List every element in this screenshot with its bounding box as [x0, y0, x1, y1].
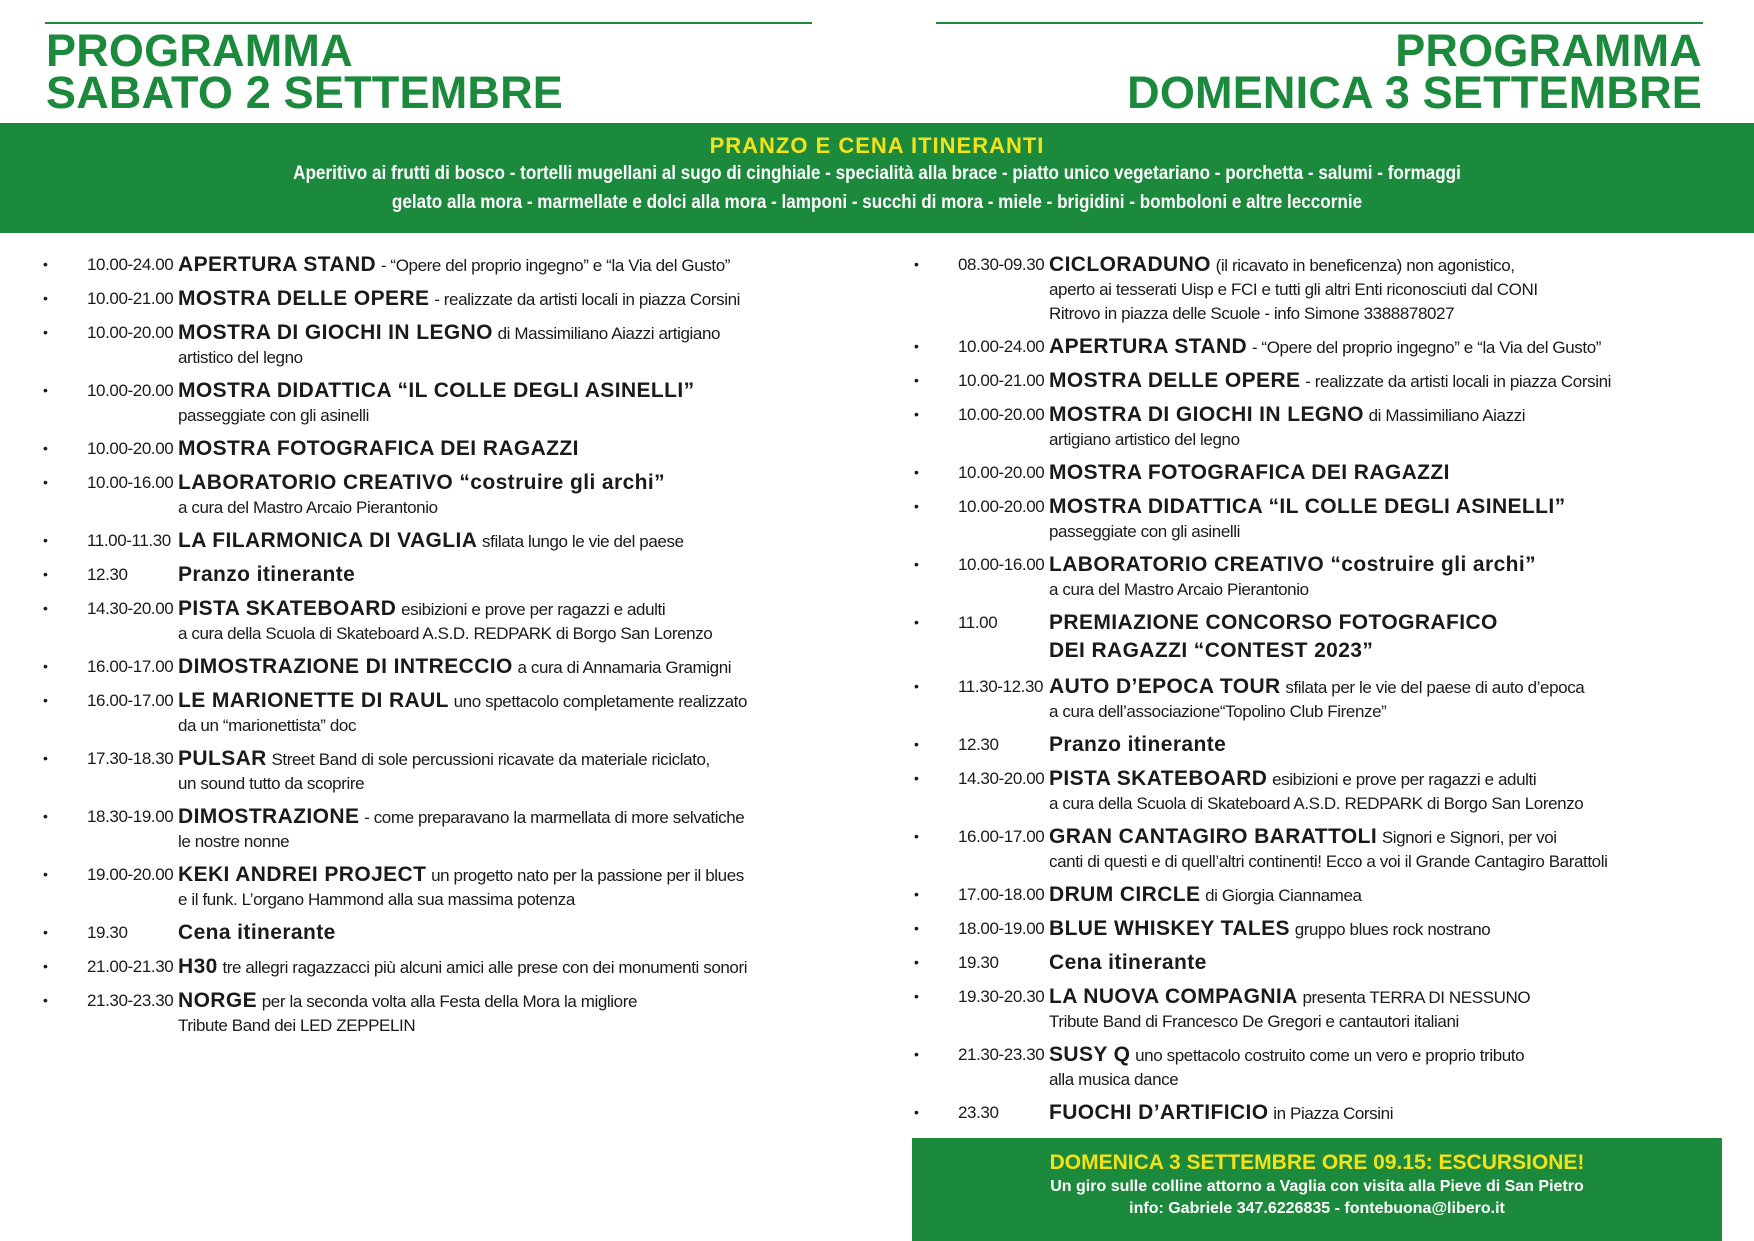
item-title: MOSTRA DELLE OPERE [178, 287, 430, 310]
item-title: LABORATORIO CREATIVO “costruire gli archi” [178, 471, 666, 494]
schedule-item [40, 688, 840, 738]
item-title: Cena itinerante [1049, 951, 1207, 974]
item-description: presenta TERRA DI NESSUNO [1302, 988, 1531, 1007]
item-description: - realizzate da artisti locali in piazza Corsini [1305, 372, 1612, 391]
bullet: • [43, 566, 48, 582]
food-banner-line1: Aperitivo ai frutti di bosco - tortelli mugellani al sugo di cinghiale - specialità alla brace - piatto unico vegetariano - porchetta - salumi - formaggi [293, 163, 1461, 184]
item-time: 14.30-20.00 [87, 599, 174, 618]
item-title: PREMIAZIONE CONCORSO FOTOGRAFICO [1049, 611, 1498, 634]
schedule-item [911, 950, 1721, 976]
item-time: 17.30-18.30 [87, 749, 174, 768]
schedule-item [40, 654, 840, 680]
excursion-info: info: Gabriele 347.6226835 - fontebuona@libero.it [1129, 1200, 1505, 1217]
schedule-item [40, 378, 840, 428]
bullet: • [914, 338, 919, 354]
schedule-item [40, 596, 840, 646]
schedule-item [911, 460, 1721, 486]
item-main-line [1049, 674, 1721, 700]
sunday-title-line1: PROGRAMMA [1395, 25, 1702, 76]
sunday-title [1127, 25, 1702, 118]
bullet: • [43, 324, 48, 340]
schedule-item [911, 916, 1721, 942]
item-time: 21.30-23.30 [958, 1045, 1045, 1064]
item-title: MOSTRA DI GIOCHI IN LEGNO [1049, 403, 1364, 426]
item-time: 23.30 [958, 1103, 999, 1122]
bullet: • [914, 828, 919, 844]
item-title: DIMOSTRAZIONE DI INTRECCIO [178, 655, 513, 678]
schedule-item [911, 252, 1721, 326]
item-main-line [178, 378, 840, 404]
item-main-line [1049, 402, 1721, 428]
item-time: 10.00-24.00 [87, 255, 174, 274]
item-detail: artistico del legno [178, 348, 303, 367]
item-time: 10.00-16.00 [958, 555, 1045, 574]
item-detail: alla musica dance [1049, 1070, 1179, 1089]
item-description: esibizioni e prove per ragazzi e adulti [401, 600, 666, 619]
divider-left [45, 22, 812, 24]
bullet: • [43, 658, 48, 674]
item-main-line [178, 596, 840, 622]
bullet: • [914, 1046, 919, 1062]
item-title: KEKI ANDREI PROJECT [178, 863, 427, 886]
item-main-line [1049, 494, 1721, 520]
item-detail: un sound tutto da scoprire [178, 774, 365, 793]
schedule-item [911, 610, 1721, 666]
item-main-line [178, 746, 840, 772]
item-main-line [178, 804, 840, 830]
bullet: • [914, 920, 919, 936]
item-detail: a cura del Mastro Arcaio Pierantonio [1049, 580, 1309, 599]
bullet: • [914, 736, 919, 752]
bullet: • [43, 600, 48, 616]
schedule-item [40, 470, 840, 520]
item-main-line [178, 286, 840, 312]
schedule-item [911, 552, 1721, 602]
bullet: • [914, 498, 919, 514]
item-time: 10.00-16.00 [87, 473, 174, 492]
excursion-title: DOMENICA 3 SETTEMBRE ORE 09.15: ESCURSIONE! [1049, 1151, 1585, 1174]
item-main-line [1049, 882, 1721, 908]
item-time: 18.00-19.00 [958, 919, 1045, 938]
bullet: • [43, 290, 48, 306]
schedule-item [40, 804, 840, 854]
schedule-item [911, 1100, 1721, 1126]
item-main-line [178, 562, 840, 588]
schedule-item [40, 436, 840, 462]
item-time: 19.30 [87, 923, 128, 942]
item-main-line [178, 528, 840, 554]
item-time: 14.30-20.00 [958, 769, 1045, 788]
item-title: PISTA SKATEBOARD [1049, 767, 1268, 790]
item-description: sfilata lungo le vie del paese [482, 532, 684, 551]
item-description: di Massimiliano Aiazzi artigiano [497, 324, 721, 343]
item-description: - realizzate da artisti locali in piazza Corsini [434, 290, 741, 309]
saturday-schedule [40, 252, 840, 1046]
item-description: - “Opere del proprio ingegno” e “la Via del Gusto” [380, 256, 731, 275]
item-time: 11.00 [958, 613, 998, 632]
item-title: DIMOSTRAZIONE [178, 805, 360, 828]
item-title: LA NUOVA COMPAGNIA [1049, 985, 1298, 1008]
bullet: • [914, 556, 919, 572]
item-time: 10.00-20.00 [958, 405, 1045, 424]
bullet: • [914, 988, 919, 1004]
sunday-schedule [911, 252, 1721, 1134]
schedule-item [911, 402, 1721, 452]
food-banner-title: PRANZO E CENA ITINERANTI [709, 133, 1045, 158]
bullet: • [914, 954, 919, 970]
item-time: 08.30-09.30 [958, 255, 1045, 274]
schedule-item [911, 368, 1721, 394]
item-detail: a cura della Scuola di Skateboard A.S.D. REDPARK di Borgo San Lorenzo [1049, 794, 1584, 813]
item-title: SUSY Q [1049, 1043, 1131, 1066]
item-time: 11.00-11.30 [87, 531, 171, 550]
item-main-line [178, 688, 840, 714]
item-main-line [1049, 334, 1721, 360]
item-description: un progetto nato per la passione per il blues [431, 866, 744, 885]
item-title: GRAN CANTAGIRO BARATTOLI [1049, 825, 1378, 848]
item-title: Pranzo itinerante [1049, 733, 1227, 756]
saturday-title-line2: SABATO 2 SETTEMBRE [46, 67, 563, 118]
item-description: Street Band di sole percussioni ricavate da materiale riciclato, [271, 750, 710, 769]
item-description: tre allegri ragazzacci più alcuni amici alle prese con dei monumenti sonori [222, 958, 748, 977]
item-time: 10.00-20.00 [958, 497, 1045, 516]
item-description: gruppo blues rock nostrano [1294, 920, 1491, 939]
divider-right [936, 22, 1703, 24]
bullet: • [914, 886, 919, 902]
item-description: per la seconda volta alla Festa della Mora la migliore [261, 992, 638, 1011]
bullet: • [914, 406, 919, 422]
item-time: 16.00-17.00 [958, 827, 1045, 846]
item-description: (il ricavato in beneficenza) non agonistico, [1215, 256, 1515, 275]
item-title: DRUM CIRCLE [1049, 883, 1201, 906]
item-time: 21.30-23.30 [87, 991, 174, 1010]
item-detail: da un “marionettista” doc [178, 716, 357, 735]
item-time: 19.30 [958, 953, 999, 972]
bullet: • [43, 532, 48, 548]
item-detail: le nostre nonne [178, 832, 290, 851]
item-main-line [1049, 824, 1721, 850]
schedule-item [911, 882, 1721, 908]
item-detail: Tribute Band di Francesco De Gregori e cantautori italiani [1049, 1012, 1459, 1031]
item-title: H30 [178, 955, 218, 978]
bullet: • [43, 474, 48, 490]
food-banner-line2: gelato alla mora - marmellate e dolci alla mora - lamponi - succhi di mora - miele - brigidini - bomboloni e altre leccornie [391, 192, 1363, 213]
item-title: FUOCHI D’ARTIFICIO [1049, 1101, 1269, 1124]
item-title-continued: DEI RAGAZZI “CONTEST 2023” [1049, 639, 1374, 662]
item-time: 10.00-20.00 [87, 323, 174, 342]
bullet: • [914, 614, 919, 630]
item-detail: passeggiate con gli asinelli [1049, 522, 1241, 541]
item-title: MOSTRA DELLE OPERE [1049, 369, 1301, 392]
item-time: 16.00-17.00 [87, 657, 174, 676]
item-description: - come preparavano la marmellata di more selvatiche [364, 808, 745, 827]
food-banner [0, 123, 1754, 233]
item-description: uno spettacolo completamente realizzato [453, 692, 748, 711]
bullet: • [43, 382, 48, 398]
item-title: MOSTRA DIDATTICA “IL COLLE DEGLI ASINELLI” [1049, 495, 1566, 518]
schedule-item [911, 674, 1721, 724]
bullet: • [43, 440, 48, 456]
item-time: 18.30-19.00 [87, 807, 174, 826]
item-title: BLUE WHISKEY TALES [1049, 917, 1290, 940]
schedule-item [40, 252, 840, 278]
schedule-item [911, 1042, 1721, 1092]
item-detail: e il funk. L’organo Hammond alla sua massima potenza [178, 890, 575, 909]
item-description: esibizioni e prove per ragazzi e adulti [1272, 770, 1537, 789]
bullet: • [914, 372, 919, 388]
bullet: • [43, 692, 48, 708]
bullet: • [43, 924, 48, 940]
item-title: MOSTRA FOTOGRAFICA DEI RAGAZZI [1049, 461, 1450, 484]
schedule-item [40, 988, 840, 1038]
bullet: • [43, 958, 48, 974]
bullet: • [914, 256, 919, 272]
schedule-item [911, 766, 1721, 816]
item-time: 16.00-17.00 [87, 691, 174, 710]
item-detail: aperto ai tesserati Uisp e FCI e tutti gli altri Enti riconosciuti dal CONI [1049, 280, 1538, 299]
item-description: di Massimiliano Aiazzi [1368, 406, 1526, 425]
item-description: a cura di Annamaria Gramigni [517, 658, 732, 677]
item-time: 10.00-24.00 [958, 337, 1045, 356]
schedule-item [911, 494, 1721, 544]
item-main-line [1049, 766, 1721, 792]
item-time: 10.00-20.00 [87, 381, 174, 400]
item-main-line [1049, 460, 1721, 486]
item-main-line [1049, 916, 1721, 942]
schedule-item [911, 334, 1721, 360]
item-main-line [1049, 610, 1721, 636]
item-title: LABORATORIO CREATIVO “costruire gli archi” [1049, 553, 1537, 576]
item-main-line [1049, 950, 1721, 976]
item-time: 21.00-21.30 [87, 957, 174, 976]
bullet: • [43, 750, 48, 766]
item-title: Cena itinerante [178, 921, 336, 944]
item-detail: canti di questi e di quell’altri continenti! Ecco a voi il Grande Cantagiro Barattoli [1049, 852, 1608, 871]
item-main-line [178, 654, 840, 680]
item-title: PISTA SKATEBOARD [178, 597, 397, 620]
bullet: • [914, 678, 919, 694]
schedule-item [40, 920, 840, 946]
item-title: LE MARIONETTE DI RAUL [178, 689, 449, 712]
item-main-line [178, 320, 840, 346]
item-description: in Piazza Corsini [1273, 1104, 1394, 1123]
item-description: sfilata per le vie del paese di auto d’epoca [1285, 678, 1585, 697]
item-title: APERTURA STAND [1049, 335, 1248, 358]
schedule-item [40, 320, 840, 370]
item-time: 10.00-21.00 [958, 371, 1045, 390]
schedule-item [40, 528, 840, 554]
bullet: • [914, 770, 919, 786]
item-time: 10.00-20.00 [87, 439, 174, 458]
bullet: • [914, 1104, 919, 1120]
sunday-title-line2: DOMENICA 3 SETTEMBRE [1127, 67, 1702, 118]
item-time: 12.30 [87, 565, 128, 584]
item-detail: a cura dell’associazione“Topolino Club Firenze” [1049, 702, 1387, 721]
item-time: 19.30-20.30 [958, 987, 1045, 1006]
schedule-item [40, 562, 840, 588]
item-main-line [1049, 1042, 1721, 1068]
schedule-item [40, 862, 840, 912]
excursion-box [912, 1138, 1722, 1241]
item-main-line [178, 436, 840, 462]
item-description: Signori e Signori, per voi [1381, 828, 1557, 847]
bullet: • [914, 464, 919, 480]
item-main-line [1049, 984, 1721, 1010]
item-title: PULSAR [178, 747, 267, 770]
saturday-title-line1: PROGRAMMA [46, 25, 353, 76]
item-time: 12.30 [958, 735, 999, 754]
item-detail: Ritrovo in piazza delle Scuole - info Simone 3388878027 [1049, 304, 1455, 323]
item-detail: artigiano artistico del legno [1049, 430, 1240, 449]
item-detail: a cura della Scuola di Skateboard A.S.D. REDPARK di Borgo San Lorenzo [178, 624, 713, 643]
schedule-item [911, 824, 1721, 874]
item-time: 17.00-18.00 [958, 885, 1045, 904]
item-title: CICLORADUNO [1049, 253, 1211, 276]
item-time: 10.00-21.00 [87, 289, 174, 308]
item-title: MOSTRA FOTOGRAFICA DEI RAGAZZI [178, 437, 579, 460]
item-time: 19.00-20.00 [87, 865, 174, 884]
bullet: • [43, 992, 48, 1008]
item-title: LA FILARMONICA DI VAGLIA [178, 529, 478, 552]
item-description: - “Opere del proprio ingegno” e “la Via del Gusto” [1251, 338, 1602, 357]
item-title: MOSTRA DIDATTICA “IL COLLE DEGLI ASINELLI” [178, 379, 695, 402]
bullet: • [43, 256, 48, 272]
bullet: • [43, 808, 48, 824]
item-time: 11.30-12.30 [958, 677, 1044, 696]
item-main-line [1049, 732, 1721, 758]
item-title: APERTURA STAND [178, 253, 377, 276]
item-description: di Giorgia Ciannamea [1205, 886, 1362, 905]
bullet: • [43, 866, 48, 882]
schedule-item [911, 984, 1721, 1034]
item-main-line [178, 470, 840, 496]
item-main-line [1049, 552, 1721, 578]
item-main-line [1049, 252, 1721, 278]
item-title: MOSTRA DI GIOCHI IN LEGNO [178, 321, 493, 344]
item-detail: Tribute Band dei LED ZEPPELIN [178, 1016, 416, 1035]
excursion-description: Un giro sulle colline attorno a Vaglia con visita alla Pieve di San Pietro [1050, 1178, 1584, 1195]
item-main-line [178, 862, 840, 888]
schedule-item [40, 954, 840, 980]
item-main-line [178, 988, 840, 1014]
item-description: uno spettacolo costruito come un vero e proprio tributo [1135, 1046, 1525, 1065]
item-main-line [178, 920, 840, 946]
item-detail: passeggiate con gli asinelli [178, 406, 370, 425]
schedule-item [911, 732, 1721, 758]
schedule-item [40, 746, 840, 796]
item-main-line [178, 252, 840, 278]
item-detail: a cura del Mastro Arcaio Pierantonio [178, 498, 438, 517]
item-title: Pranzo itinerante [178, 563, 356, 586]
schedule-item [40, 286, 840, 312]
saturday-title [46, 25, 563, 118]
item-title: NORGE [178, 989, 258, 1012]
item-title: AUTO D’EPOCA TOUR [1049, 675, 1281, 698]
item-main-line [178, 954, 840, 980]
item-main-line [1049, 1100, 1721, 1126]
item-time: 10.00-20.00 [958, 463, 1045, 482]
item-main-line [1049, 368, 1721, 394]
